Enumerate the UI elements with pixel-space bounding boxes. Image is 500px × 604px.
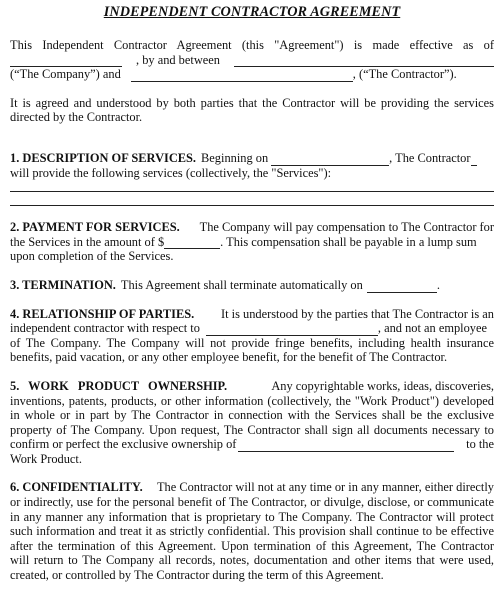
intro-line-2 xyxy=(10,53,494,68)
s2-line-1 xyxy=(10,220,494,235)
s6-line-2: or indirectly, use for the personal benefit of The Contractor, or divulge, disclose, or communicate xyxy=(10,495,494,510)
section-description-of-services xyxy=(10,151,494,206)
s1-line-1 xyxy=(10,151,494,166)
s2-text-b: the Services in the amount of $ xyxy=(10,234,165,249)
agreement-page xyxy=(10,0,494,583)
section-payment-for-services xyxy=(10,220,494,264)
s5-line-4: property of The Company. Upon request, The Contractor shall sign all documents necessary to xyxy=(10,422,494,437)
s1-text-b: , The Contractor xyxy=(389,150,471,165)
s5-line-5 xyxy=(10,437,494,452)
s5-text-e: confirm or perfect the exclusive ownership of xyxy=(10,437,237,452)
s4-line-1 xyxy=(10,307,494,322)
section-confidentiality xyxy=(10,480,494,582)
services-blank-line-1[interactable] xyxy=(10,191,494,192)
by-and-between-text: , by and between xyxy=(136,52,220,67)
intro-paragraph xyxy=(10,38,494,82)
s4-line-4: benefits, paid vacation, or any other employee benefit, for the benefit of The Contractor. xyxy=(10,350,448,365)
ownership-blank[interactable] xyxy=(238,441,454,452)
intro-line-1: This Independent Contractor Agreement (this "Agreement") is made effective as of xyxy=(10,38,494,52)
document-title: INDEPENDENT CONTRACTOR AGREEMENT xyxy=(103,4,401,20)
s4-heading: 4. RELATIONSHIP OF PARTIES. xyxy=(10,306,195,321)
s5-text-a: Any copyrightable works, ideas, discoveries, xyxy=(271,378,494,393)
s1-heading: 1. DESCRIPTION OF SERVICES. xyxy=(10,150,197,165)
s6-line-7: created, or controlled by The Contractor during the term of this Agreement. xyxy=(10,568,384,583)
s5-line-6: Work Product. xyxy=(10,451,82,466)
start-date-blank[interactable] xyxy=(271,155,389,166)
s4-line-3: of The Company. The Company will not provide fringe benefits, including health insurance xyxy=(10,335,494,350)
contractor-name-blank[interactable] xyxy=(131,71,353,82)
s3-heading: 3. TERMINATION. xyxy=(10,277,116,292)
s1-trailing-blank[interactable] xyxy=(471,155,477,166)
s6-line-5: after the termination of this Agreement. Upon termination of this Agreement, The Contractor xyxy=(10,538,494,553)
contractor-label: , (“The Contractor”). xyxy=(352,67,457,82)
s1-text-a: Beginning on xyxy=(201,150,269,165)
s2-heading: 2. PAYMENT FOR SERVICES. xyxy=(10,220,180,235)
company-name-blank[interactable] xyxy=(234,56,494,67)
s5-line-2: inventions, patents, products, or other information (collectively, the "Work Product") developed xyxy=(10,393,494,408)
section-relationship-of-parties xyxy=(10,307,494,365)
effective-date-blank[interactable] xyxy=(10,56,122,67)
s3-text-b: . xyxy=(436,277,440,292)
s2-line-3: upon completion of the Services. xyxy=(10,249,174,264)
s2-text-c: . This compensation shall be payable in a lump sum xyxy=(220,234,477,249)
section-work-product-ownership xyxy=(10,379,494,467)
s4-line-2 xyxy=(10,321,494,336)
s5-heading: 5. WORK PRODUCT OWNERSHIP. xyxy=(10,378,228,393)
s4-text-b: independent contractor with respect to xyxy=(10,321,200,336)
s1-line-2: will provide the following services (collectively, the "Services"): xyxy=(10,165,332,180)
s5-line-3: in whole or in part by The Contractor in connection with the Services shall be the exclusive xyxy=(10,408,494,423)
company-label: (“The Company”) and xyxy=(10,67,121,82)
s4-text-a: It is understood by the parties that The Contractor is an xyxy=(221,306,494,321)
s4-text-c: , and not an employee xyxy=(377,321,487,336)
s6-text-a: The Contractor will not at any time or in any manner, either directly xyxy=(156,480,494,495)
relationship-blank[interactable] xyxy=(206,325,378,336)
amount-blank[interactable] xyxy=(164,238,220,249)
intro-line-3 xyxy=(10,67,494,82)
termination-date-blank[interactable] xyxy=(367,282,437,293)
s2-line-2 xyxy=(10,235,494,250)
s5-text-f: to the xyxy=(466,437,494,452)
understood-paragraph: It is agreed and understood by both parties that the Contractor will be providing the services directed by the Contractor. xyxy=(10,95,494,125)
s6-heading: 6. CONFIDENTIALITY. xyxy=(10,480,143,495)
s5-line-1 xyxy=(10,379,494,394)
services-blank-line-2[interactable] xyxy=(10,205,494,206)
s6-line-3: in any manner any information that is proprietary to The Company. The Contractor will protect xyxy=(10,509,494,524)
s6-line-4: such information and treat it as strictly confidential. This provision shall continue to be effective xyxy=(10,524,494,539)
s6-line-1 xyxy=(10,480,494,495)
section-termination xyxy=(10,278,494,293)
s2-text-a: The Company will pay compensation to The Contractor for xyxy=(199,220,494,235)
s6-line-6: will return to The Company all records, notes, documentation and other items that were used, xyxy=(10,553,494,568)
s3-text-a: This Agreement shall terminate automatically on xyxy=(120,277,363,292)
